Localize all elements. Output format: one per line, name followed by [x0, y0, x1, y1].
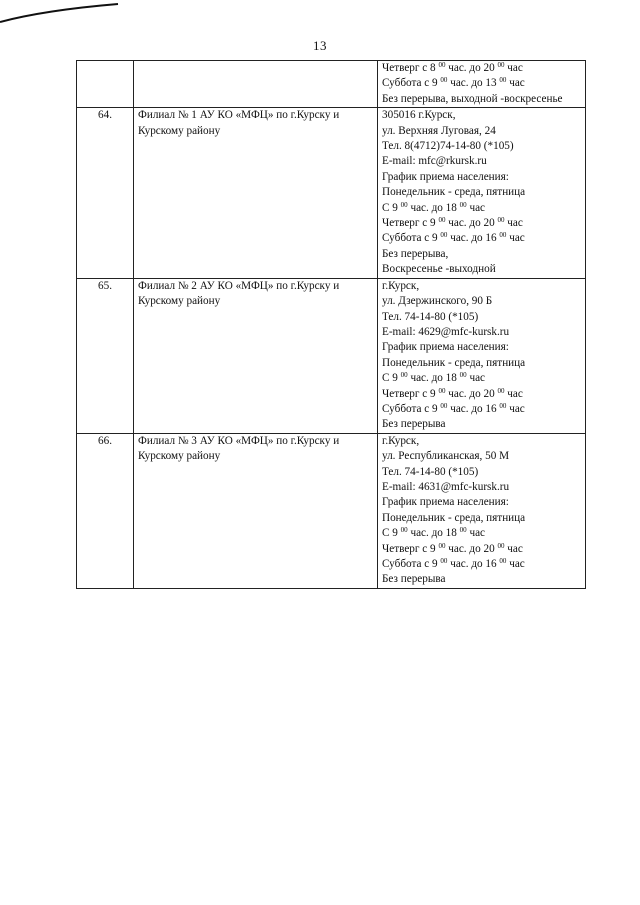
- detail-text: час: [506, 402, 525, 415]
- detail-line: [382, 201, 581, 216]
- detail-line: [382, 511, 581, 526]
- detail-text: E-mail: 4631@mfc-kursk.ru: [382, 480, 510, 493]
- page-number: 13: [313, 38, 327, 53]
- detail-text: г.Курск,: [382, 434, 420, 447]
- superscript-minutes: 00: [440, 76, 448, 85]
- detail-text: час. до 20: [445, 387, 498, 400]
- detail-line: [382, 542, 581, 557]
- detail-text: час. до 18: [407, 372, 460, 385]
- detail-text: Без перерыва,: [382, 247, 449, 260]
- branches-table-body: [77, 61, 586, 589]
- detail-text: Понедельник - среда, пятница: [382, 186, 526, 199]
- branch-name: [134, 61, 378, 108]
- detail-line: [382, 154, 581, 169]
- detail-text: Без перерыва, выходной -воскресенье: [382, 92, 563, 105]
- detail-text: час. до 16: [447, 558, 500, 570]
- detail-line: [382, 185, 581, 200]
- table-row: [77, 433, 586, 588]
- detail-line: [382, 294, 581, 309]
- row-number: 65.: [77, 278, 134, 433]
- superscript-minutes: 00: [438, 386, 446, 395]
- superscript-minutes: 00: [438, 541, 446, 550]
- detail-text: час. до 20: [445, 62, 498, 74]
- superscript-minutes: 00: [459, 526, 467, 535]
- detail-line: [382, 402, 581, 417]
- detail-text: График приема населения:: [382, 341, 509, 354]
- detail-text: Тел. 74-14-80 (*105): [382, 465, 479, 478]
- table-row: [77, 278, 586, 433]
- detail-line: [382, 340, 581, 355]
- detail-line: [382, 325, 581, 340]
- superscript-minutes: 00: [440, 557, 448, 565]
- detail-line: [382, 371, 581, 386]
- superscript-minutes: 00: [497, 61, 505, 69]
- detail-text: Тел. 74-14-80 (*105): [382, 310, 479, 323]
- detail-text: час: [466, 527, 486, 540]
- detail-text: Воскресенье -выходной: [382, 263, 496, 276]
- row-number: 64.: [77, 108, 134, 278]
- detail-text: час. до 16: [447, 402, 500, 415]
- superscript-minutes: 00: [497, 541, 505, 550]
- detail-line: [382, 262, 581, 277]
- detail-line: [382, 279, 581, 294]
- detail-text: час. до 18: [407, 201, 460, 214]
- detail-text: час: [506, 77, 525, 90]
- detail-text: E-mail: 4629@mfc-kursk.ru: [382, 325, 510, 338]
- detail-line: [382, 231, 581, 246]
- branch-details: [378, 278, 586, 433]
- detail-text: Четверг с 9: [382, 217, 439, 230]
- detail-text: час: [504, 217, 523, 230]
- detail-text: Тел. 8(4712)74-14-80 (*105): [382, 140, 514, 153]
- detail-text: г.Курск,: [382, 279, 420, 292]
- scan-corner-mark: [0, 0, 120, 40]
- detail-text: Понедельник - среда, пятница: [382, 511, 526, 524]
- branch-details: [378, 433, 586, 588]
- superscript-minutes: 00: [438, 61, 446, 69]
- detail-line: [382, 417, 581, 432]
- detail-text: 305016 г.Курск,: [382, 109, 456, 122]
- detail-line: [382, 216, 581, 231]
- detail-text: ул. Республиканская, 50 М: [382, 450, 510, 463]
- row-number: [77, 61, 134, 108]
- detail-text: час: [504, 542, 523, 555]
- detail-text: С 9: [382, 527, 401, 540]
- detail-text: час: [504, 387, 523, 400]
- detail-text: час: [506, 558, 525, 570]
- detail-text: час. до 20: [445, 217, 498, 230]
- detail-line: [382, 356, 581, 371]
- branch-name: Филиал № 3 АУ КО «МФЦ» по г.Курску и Курскому району: [134, 433, 378, 588]
- branch-name: Филиал № 1 АУ КО «МФЦ» по г.Курску и Курскому району: [134, 108, 378, 278]
- detail-text: График приема населения:: [382, 170, 509, 183]
- detail-text: час. до 18: [407, 527, 460, 540]
- detail-text: час: [504, 62, 523, 74]
- detail-line: [382, 480, 581, 495]
- detail-line: [382, 92, 581, 107]
- detail-text: Без перерыва: [382, 418, 446, 431]
- detail-line: [382, 465, 581, 480]
- detail-line: [382, 557, 581, 572]
- detail-text: Понедельник - среда, пятница: [382, 356, 526, 369]
- superscript-minutes: 00: [497, 216, 505, 225]
- superscript-minutes: 00: [400, 526, 408, 535]
- detail-line: [382, 247, 581, 262]
- branch-name: Филиал № 2 АУ КО «МФЦ» по г.Курску и Курскому району: [134, 278, 378, 433]
- detail-text: час: [466, 201, 486, 214]
- superscript-minutes: 00: [438, 216, 446, 225]
- detail-text: час. до 20: [445, 542, 498, 555]
- superscript-minutes: 00: [499, 401, 507, 410]
- detail-text: час. до 16: [447, 232, 500, 245]
- superscript-minutes: 00: [459, 200, 467, 209]
- detail-text: График приема населения:: [382, 496, 509, 509]
- detail-line: [382, 572, 581, 587]
- superscript-minutes: 00: [400, 371, 408, 380]
- superscript-minutes: 00: [497, 386, 505, 395]
- detail-text: С 9: [382, 201, 401, 214]
- table-row: [77, 108, 586, 278]
- superscript-minutes: 00: [499, 76, 507, 85]
- superscript-minutes: 00: [459, 371, 467, 380]
- detail-line: [382, 310, 581, 325]
- detail-line: [382, 449, 581, 464]
- detail-text: Без перерыва: [382, 573, 446, 586]
- detail-text: Суббота с 9: [382, 232, 441, 245]
- detail-line: [382, 434, 581, 449]
- detail-text: Суббота с 9: [382, 402, 441, 415]
- detail-text: ул. Дзержинского, 90 Б: [382, 295, 493, 308]
- branch-details: [378, 108, 586, 278]
- table-row: [77, 61, 586, 108]
- detail-line: [382, 387, 581, 402]
- detail-line: [382, 76, 581, 91]
- row-number: 66.: [77, 433, 134, 588]
- branches-table: [76, 60, 586, 589]
- detail-line: [382, 61, 581, 76]
- detail-text: час. до 13: [447, 77, 500, 90]
- branch-details: [378, 61, 586, 108]
- detail-text: час: [466, 372, 486, 385]
- detail-text: Четверг с 8: [382, 62, 439, 74]
- detail-text: С 9: [382, 372, 401, 385]
- superscript-minutes: 00: [440, 401, 448, 410]
- detail-text: Четверг с 9: [382, 542, 439, 555]
- detail-line: [382, 526, 581, 541]
- detail-text: Суббота с 9: [382, 558, 441, 570]
- detail-line: [382, 124, 581, 139]
- detail-text: ул. Верхняя Луговая, 24: [382, 124, 496, 137]
- detail-line: [382, 108, 581, 123]
- detail-line: [382, 139, 581, 154]
- detail-text: час: [506, 232, 525, 245]
- detail-text: Суббота с 9: [382, 77, 441, 90]
- detail-line: [382, 495, 581, 510]
- superscript-minutes: 00: [440, 231, 448, 240]
- superscript-minutes: 00: [400, 200, 408, 209]
- detail-text: Четверг с 9: [382, 387, 439, 400]
- superscript-minutes: 00: [499, 557, 507, 565]
- superscript-minutes: 00: [499, 231, 507, 240]
- detail-text: E-mail: mfc@rkursk.ru: [382, 155, 487, 168]
- detail-line: [382, 170, 581, 185]
